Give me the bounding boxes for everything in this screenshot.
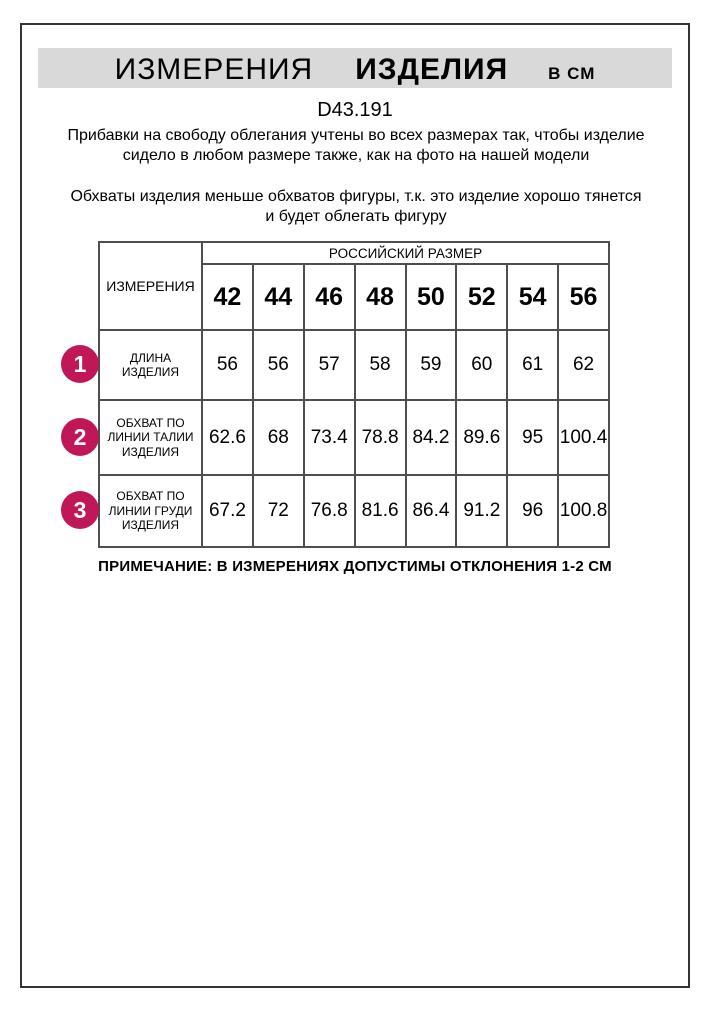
label-line: ИЗДЕЛИЯ: [121, 365, 180, 379]
value-cell: 96: [507, 475, 558, 547]
measure-label-chest: [99, 475, 202, 547]
size-header-54: 54: [507, 264, 558, 330]
value-cell: 56: [202, 330, 253, 400]
size-header-42: 42: [202, 264, 253, 330]
row-number-3: 3: [73, 496, 87, 523]
title-measurements: ИЗМЕРЕНИЯ: [114, 53, 314, 86]
value-cell: 57: [304, 330, 355, 400]
article-number: D43.191: [317, 99, 393, 121]
row-number-badge-2: [61, 418, 99, 456]
value-cell: 62.6: [202, 400, 253, 475]
row-number-badge-1: [61, 345, 99, 383]
title-product: ИЗДЕЛИЯ: [355, 53, 509, 86]
intro-paragraph-2: Обхваты изделия меньше обхватов фигуры, т.к. это изделие хорошо тянется и будет облегать фигуру: [70, 188, 642, 225]
corner-header-cell: ИЗМЕРЕНИЯ: [99, 242, 202, 330]
value-cell: 59: [406, 330, 457, 400]
value-cell: 100.4: [558, 400, 609, 475]
value-cell: 58: [355, 330, 406, 400]
size-header-56: 56: [558, 264, 609, 330]
value-cell: 62: [558, 330, 609, 400]
measure-label-length: [99, 330, 202, 400]
label-line: ДЛИНА: [129, 350, 172, 365]
value-cell: 56: [253, 330, 304, 400]
label-line: ЛИНИИ ГРУДИ: [108, 503, 193, 518]
page-border-frame: [20, 23, 690, 988]
size-table-zone: [73, 241, 610, 548]
measure-label-waist: [99, 400, 202, 475]
value-cell: 61: [507, 330, 558, 400]
note-text: ПРИМЕЧАНИЕ: В ИЗМЕРЕНИЯХ ДОПУСТИМЫ ОТКЛОНЕНИЯ 1-2 СМ: [98, 558, 612, 575]
row-number-2: 2: [73, 423, 87, 450]
label-line: ОБХВАТ ПО: [116, 415, 185, 430]
title-bar: [38, 48, 672, 88]
value-cell: 100.8: [558, 475, 609, 547]
size-header-46: 46: [304, 264, 355, 330]
value-cell: 89.6: [456, 400, 507, 475]
size-header-48: 48: [355, 264, 406, 330]
group-header-cell: РОССИЙСКИЙ РАЗМЕР: [202, 242, 609, 264]
value-cell: 86.4: [406, 475, 457, 547]
label-line: ОБХВАТ ПО: [116, 489, 185, 504]
value-cell: 68: [253, 400, 304, 475]
row-number-badge-3: [61, 491, 99, 529]
measure-row-waist: [99, 400, 609, 475]
value-cell: 76.8: [304, 475, 355, 547]
value-cell: 72: [253, 475, 304, 547]
label-line: ИЗДЕЛИЯ: [121, 518, 180, 533]
value-cell: 84.2: [406, 400, 457, 475]
value-cell: 81.6: [355, 475, 406, 547]
intro-paragraph-1: Прибавки на свободу облегания учтены во всех размерах так, чтобы изделие сидело в любом размере также, как на фото на нашей модели: [67, 127, 645, 164]
value-cell: 67.2: [202, 475, 253, 547]
group-header-row: [99, 242, 609, 264]
value-cell: 60: [456, 330, 507, 400]
label-line: ИЗДЕЛИЯ: [121, 444, 180, 459]
measure-row-length: [99, 330, 609, 400]
row-number-1: 1: [73, 350, 87, 377]
measure-row-chest: [99, 475, 609, 547]
value-cell: 73.4: [304, 400, 355, 475]
size-header-50: 50: [406, 264, 457, 330]
title-unit: В СМ: [548, 64, 596, 83]
value-cell: 91.2: [456, 475, 507, 547]
label-line: ЛИНИИ ТАЛИИ: [107, 430, 194, 445]
size-header-44: 44: [253, 264, 304, 330]
value-cell: 78.8: [355, 400, 406, 475]
size-header-52: 52: [456, 264, 507, 330]
value-cell: 95: [507, 400, 558, 475]
size-table: [98, 241, 610, 548]
